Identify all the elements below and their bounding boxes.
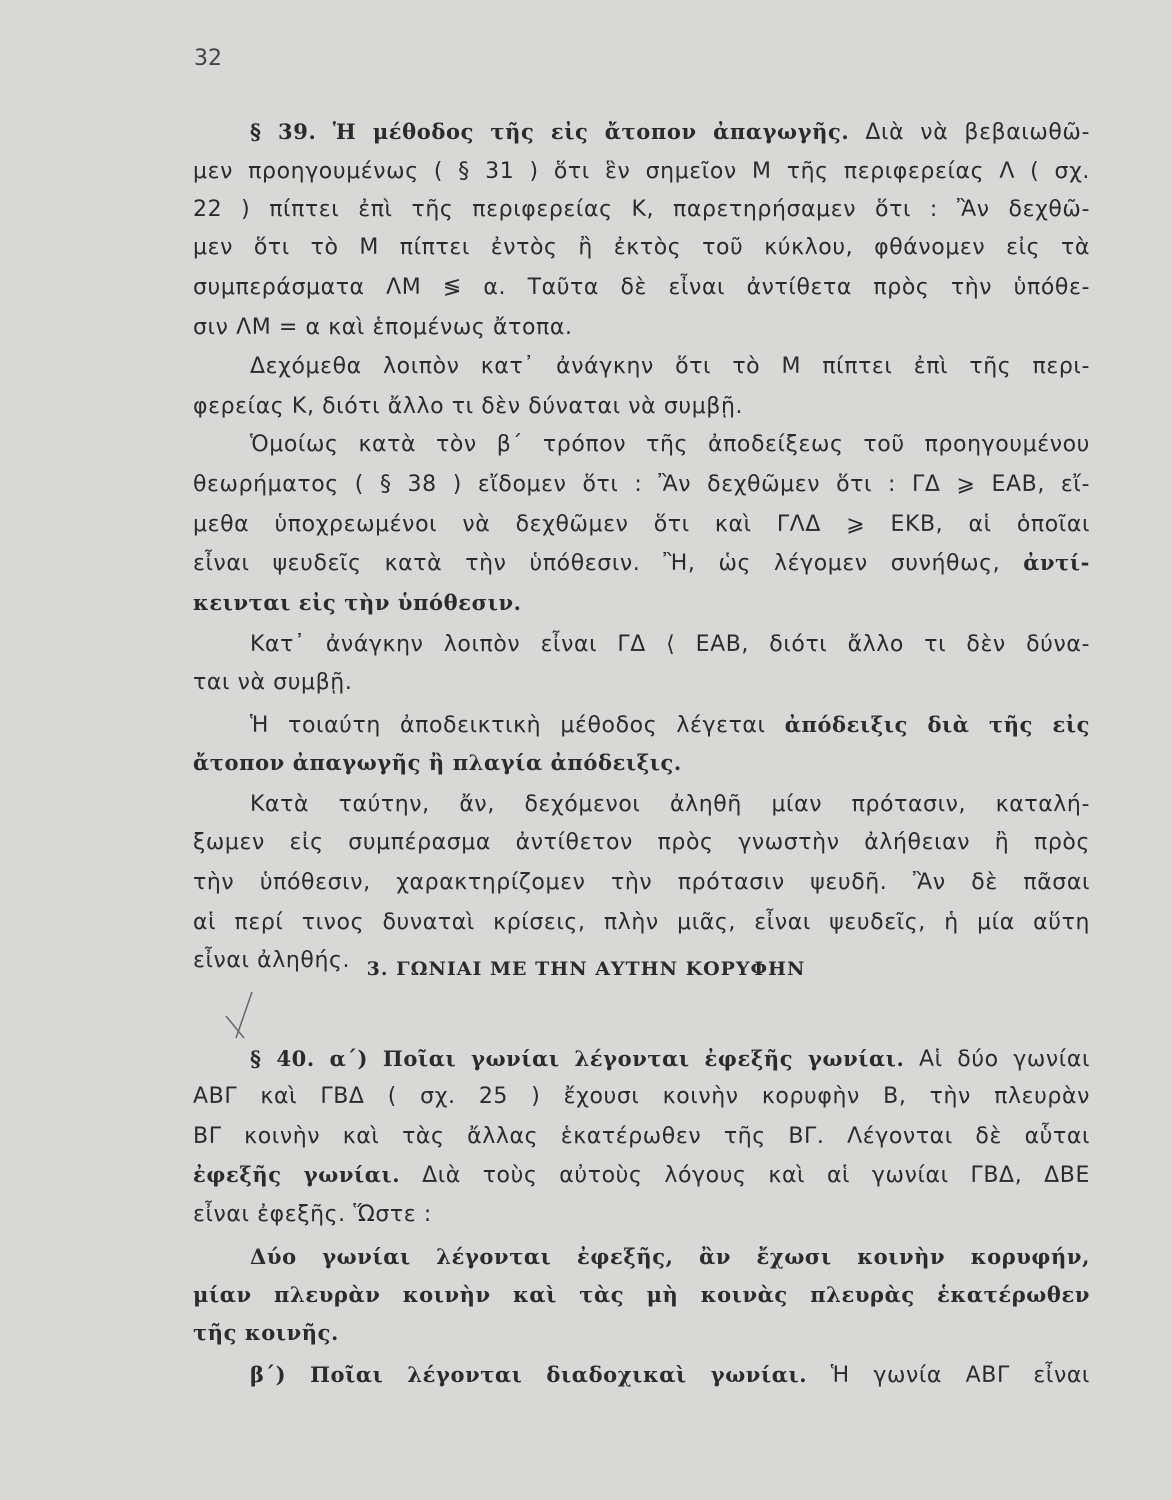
text-span: συμπεράσματα ΛΜ ≶ α. Ταῦτα δὲ εἶναι ἀντίθετα πρὸς τὴν ὑπόθε-: [193, 275, 1090, 300]
bold-text: μίαν πλευρὰν κοινὴν καὶ τὰς μὴ κοινὰς πλευρὰς ἑκατέρωθεν: [193, 1282, 1090, 1307]
text-line: [193, 314, 1090, 342]
text-span: μεν προηγουμένως ( § 31 ) ὅτι ἓν σημεῖον Μ τῆς περιφερείας Λ ( σχ.: [193, 159, 1090, 184]
text-span: μεν ὅτι τὸ Μ πίπτει ἐντὸς ἢ ἐκτὸς τοῦ κύκλου, φθάνομεν εἰς τὰ: [193, 235, 1090, 260]
text-line: [193, 909, 1090, 937]
text-span: 22 ) πίπτει ἐπὶ τῆς περιφερείας Κ, παρετηρήσαμεν ὅτι : Ἂν δεχθῶ-: [193, 197, 1090, 222]
text-span: Ἡ γωνία ΑΒΓ εἶναι: [807, 1363, 1090, 1388]
text-span: ΒΓ κοινὴν καὶ τὰς ἄλλας ἑκατέρωθεν τῆς ΒΓ. Λέγονται δὲ αὗται: [193, 1124, 1090, 1149]
text-line: [193, 1319, 1090, 1348]
text-span: εἶναι ἐφεξῆς. Ὥστε :: [193, 1202, 432, 1227]
text-span: σιν ΛΜ = α καὶ ἑπομένως ἄτοπα.: [193, 315, 573, 340]
bold-text: ἀπόδειξις διὰ τῆς εἰς: [784, 712, 1091, 737]
text-span: ΑΒΓ καὶ ΓΒΔ ( σχ. 25 ) ἔχουσι κοινὴν κορυφὴν Β, τὴν πλευρὰν: [193, 1084, 1090, 1109]
bold-text: ἀντί-: [1023, 550, 1090, 575]
text-line: [250, 631, 1090, 659]
text-span: αἱ περί τινος δυναταὶ κρίσεις, πλὴν μιᾶς, εἶναι ψευδεῖς, ἡ μία αὕτη: [193, 910, 1090, 935]
text-line: [193, 274, 1090, 302]
text-line: [193, 393, 1090, 421]
bold-text: § 39. Ἡ μέθοδος τῆς εἰς ἄτοπον ἀπαγωγῆς.: [250, 119, 850, 144]
text-span: τὴν ὑπόθεσιν, χαρακτηρίζομεν τὴν πρότασιν ψευδῆ. Ἂν δὲ πᾶσαι: [193, 870, 1090, 895]
text-span: Διὰ νὰ βεβαιωθῶ-: [849, 120, 1090, 145]
text-line: [250, 1045, 1090, 1074]
text-span: Δεχόμεθα λοιπὸν κατ᾽ ἀνάγκην ὅτι τὸ Μ πίπτει ἐπὶ τῆς περι-: [250, 354, 1090, 379]
bold-text: ἐφεξῆς γωνίαι.: [193, 1162, 401, 1187]
text-line: [250, 1243, 1090, 1272]
text-line: [193, 1201, 1090, 1229]
text-span: εἶναι ἀληθής.: [193, 948, 351, 973]
text-line: [193, 1123, 1090, 1151]
text-line: [193, 669, 1090, 697]
text-line: [193, 829, 1090, 857]
text-line: [193, 869, 1090, 897]
text-line: [193, 196, 1090, 224]
page-number: 32: [194, 46, 222, 71]
text-line: [250, 118, 1090, 147]
text-line: [250, 353, 1090, 381]
text-line: [193, 749, 1090, 778]
bold-text: ἄτοπον ἀπαγωγῆς ἢ πλαγία ἀπόδειξις.: [193, 750, 682, 775]
text-span: εἶναι ψευδεῖς κατὰ τὴν ὑπόθεσιν. Ἢ, ὡς λέγομεν συνήθως,: [193, 551, 1024, 576]
text-span: Ἡ τοιαύτη ἀποδεικτικὴ μέθοδος λέγεται: [250, 713, 785, 738]
text-span: φερείας Κ, διότι ἄλλο τι δὲν δύναται νὰ συμβῇ.: [193, 394, 744, 419]
text-line: [250, 431, 1090, 459]
bold-text: § 40. α΄) Ποῖαι γωνίαι λέγονται ἐφεξῆς γωνίαι.: [250, 1046, 905, 1071]
text-span: ται νὰ συμβῇ.: [193, 670, 353, 695]
text-span: Κατ᾽ ἀνάγκην λοιπὸν εἶναι ΓΔ ⟨ ΕΑΒ, διότι ἄλλο τι δὲν δύνα-: [250, 632, 1090, 657]
text-span: Διὰ τοὺς αὐτοὺς λόγους καὶ αἱ γωνίαι ΓΒΔ, ΔΒΕ: [400, 1163, 1090, 1188]
text-line: [193, 549, 1090, 578]
bold-text: Δύο γωνίαι λέγονται ἐφεξῆς, ἂν ἔχωσι κοινὴν κορυφήν,: [250, 1244, 1090, 1269]
text-span: Κατὰ ταύτην, ἄν, δεχόμενοι ἀληθῆ μίαν πρότασιν, καταλή-: [250, 792, 1090, 817]
text-line: [193, 158, 1090, 186]
text-line: [193, 471, 1090, 499]
text-line: [250, 711, 1090, 740]
section-heading: 3. ΓΩΝΙΑΙ ΜΕ ΤΗΝ ΑΥΤΗΝ ΚΟΡΥΦΗΝ: [366, 958, 806, 980]
text-span: ξωμεν εἰς συμπέρασμα ἀντίθετον πρὸς γνωστὴν ἀλήθειαν ἢ πρὸς: [193, 830, 1090, 855]
text-span: μεθα ὑποχρεωμένοι νὰ δεχθῶμεν ὅτι καὶ ΓΛΔ ⩾ ΕΚΒ, αἱ ὁποῖαι: [193, 512, 1090, 537]
text-line: [193, 589, 1090, 618]
text-line: [193, 1281, 1090, 1310]
text-line: [193, 234, 1090, 262]
bold-text: κεινται εἰς τὴν ὑπόθεσιν.: [193, 590, 522, 615]
text-line: [250, 791, 1090, 819]
text-line: [193, 1083, 1090, 1111]
text-span: θεωρήματος ( § 38 ) εἴδομεν ὅτι : Ἂν δεχθῶμεν ὅτι : ΓΔ ⩾ ΕΑΒ, εἴ-: [193, 472, 1090, 497]
text-span: Αἱ δύο γωνίαι: [904, 1047, 1090, 1072]
handwritten-cross-mark: [222, 986, 272, 1046]
text-span: Ὁμοίως κατὰ τὸν β΄ τρόπον τῆς ἀποδείξεως τοῦ προηγουμένου: [250, 432, 1090, 457]
text-line: [193, 511, 1090, 539]
text-line: [250, 1361, 1090, 1390]
text-line: [193, 1161, 1090, 1190]
bold-text: β΄) Ποῖαι λέγονται διαδοχικαὶ γωνίαι.: [250, 1362, 808, 1387]
bold-text: τῆς κοινῆς.: [193, 1320, 339, 1345]
